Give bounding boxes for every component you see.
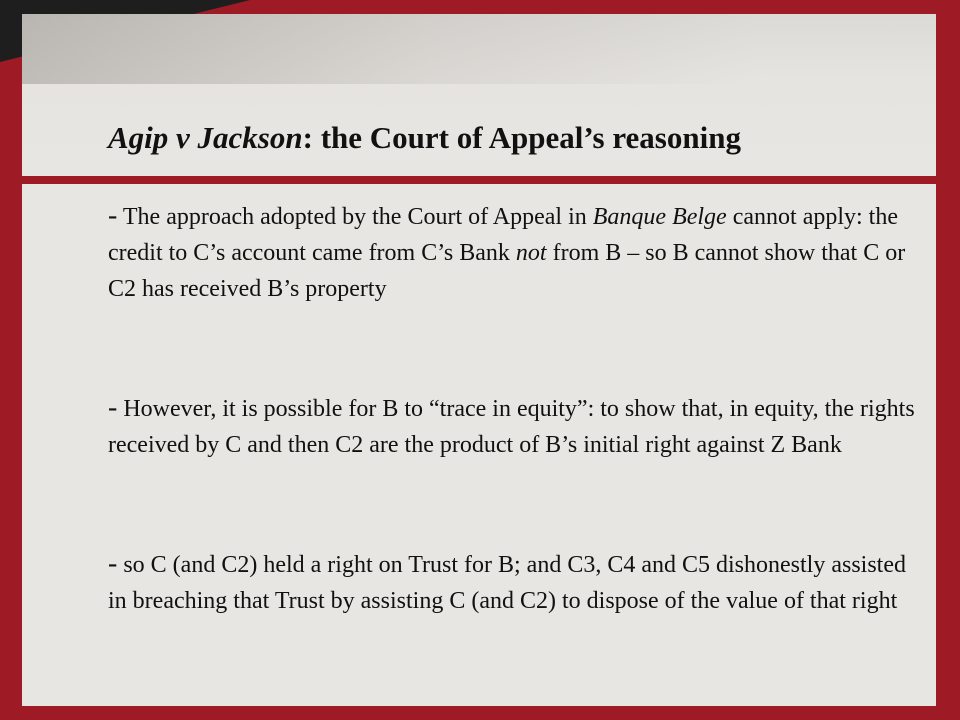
paragraph-text: The approach adopted by the Court of Appeal in	[117, 204, 593, 230]
title-rest: : the Court of Appeal’s reasoning	[302, 120, 741, 155]
paragraph-text: cannot apply: the credit to C’s account came from C’s Bank	[108, 204, 898, 266]
paragraph-text: from B – so B cannot show that C or C2 has received B’s property	[108, 240, 906, 302]
bullet-paragraph	[108, 390, 920, 463]
bullet-paragraph	[108, 546, 920, 619]
case-reference: Banque Belge	[592, 204, 727, 230]
header-texture	[22, 14, 936, 84]
emphasis-text: not	[515, 240, 547, 266]
bullet-dash: -	[108, 548, 118, 579]
bullet-dash: -	[108, 200, 118, 231]
bullet-paragraph	[108, 198, 920, 307]
slide-title	[108, 120, 741, 156]
paragraph-text: so C (and C2) held a right on Trust for B; and C3, C4 and C5 dishonestly assisted in breaching that Trust by assisting C (and C2) to dispose of the value of that right	[108, 552, 906, 614]
bullet-dash: -	[108, 392, 118, 423]
case-name: Agip v Jackson	[108, 120, 303, 155]
paragraph-text: However, it is possible for B to “trace in equity”: to show that, in equity, the rights received by C and then C2 are the product of B’s initial right against Z Bank	[108, 396, 915, 458]
